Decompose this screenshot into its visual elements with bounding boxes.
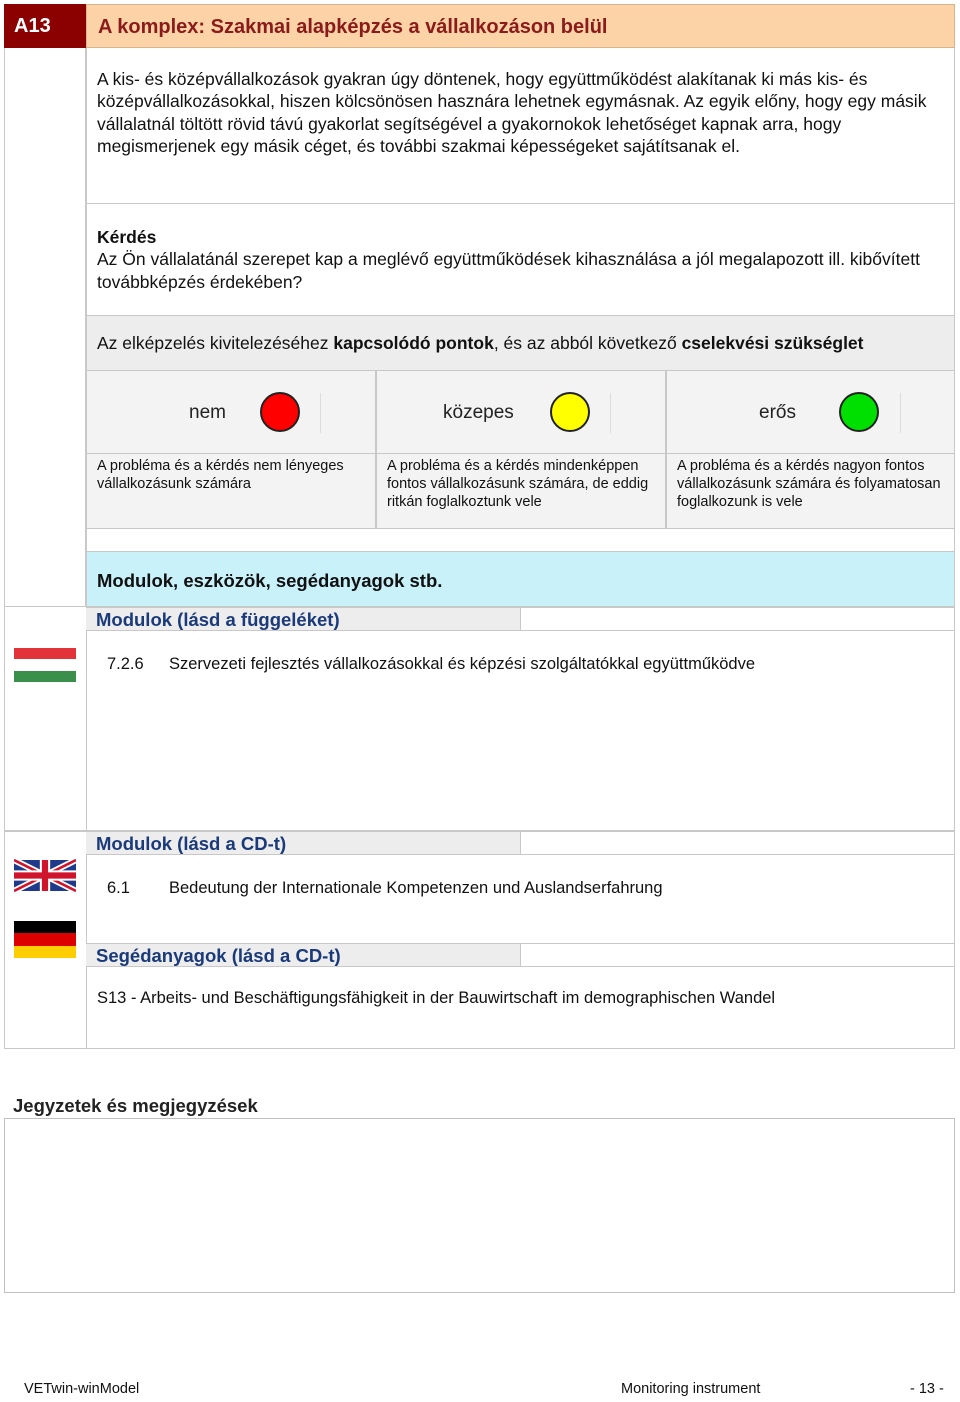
- footer-center: Monitoring instrument: [621, 1381, 761, 1397]
- rating-divider: [900, 393, 901, 433]
- german-flag-icon: [14, 921, 76, 958]
- appendix-modules-block: [4, 607, 955, 831]
- yellow-light-icon[interactable]: [550, 392, 590, 432]
- section-title: A komplex: Szakmai alapképzés a vállalkozáson belül: [86, 4, 955, 48]
- title-rule: [521, 943, 955, 967]
- title-rule: [521, 607, 955, 631]
- module-number: 7.2.6: [107, 655, 144, 673]
- rating-divider: [610, 393, 611, 433]
- rating-cell-kozepes[interactable]: [376, 371, 666, 454]
- module-number: 6.1: [107, 879, 130, 897]
- footer-left: VETwin-winModel: [24, 1381, 140, 1397]
- rating-description-nem: A probléma és a kérdés nem lényeges vállalkozásunk számára: [86, 454, 376, 529]
- rating-cell-nem[interactable]: [86, 371, 376, 454]
- notes-textarea[interactable]: [4, 1118, 955, 1293]
- rating-cell-eros[interactable]: [666, 371, 955, 454]
- flag-stripe: [14, 921, 76, 933]
- question-block: [86, 204, 955, 316]
- cd-modules-title: Modulok (lásd a CD-t): [86, 831, 521, 855]
- hungarian-flag-icon: [14, 648, 76, 682]
- action-need-bar: [86, 316, 955, 371]
- flag-stripe: [14, 933, 76, 945]
- appendix-modules-title: Modulok (lásd a függeléket): [86, 607, 521, 631]
- column-divider: [86, 607, 87, 831]
- page-number: - 13 -: [910, 1381, 944, 1397]
- rating-label-kozepes: közepes: [443, 402, 514, 423]
- question-title: Kérdés: [97, 227, 157, 247]
- aid-link[interactable]: S13 - Arbeits- und Beschäftigungsfähigkeit in der Bauwirtschaft im demographischen Wandel: [97, 989, 776, 1007]
- aids-title: Segédanyagok (lásd a CD-t): [86, 943, 521, 967]
- red-light-icon[interactable]: [260, 392, 300, 432]
- flag-stripe: [14, 659, 76, 670]
- green-light-icon[interactable]: [839, 392, 879, 432]
- intro-paragraph: [86, 48, 955, 204]
- question-text: Az Ön vállalatánál szerepet kap a meglévő együttműködések kihasználása a jól megalapozott ill. kibővített továbbképzés érdekében?: [97, 249, 920, 292]
- flag-stripe: [14, 648, 76, 659]
- action-need-bold-2: cselekvési szükséglet: [681, 333, 864, 353]
- action-need-text-1: Az elképzelés kivitelezéséhez: [97, 333, 334, 353]
- notes-title: Jegyzetek és megjegyzések: [13, 1095, 258, 1116]
- left-margin-upper: [4, 48, 86, 607]
- uk-flag-icon: [14, 858, 76, 893]
- section-code: A13: [4, 4, 86, 48]
- flag-stripe: [14, 946, 76, 958]
- rating-label-eros: erős: [759, 402, 796, 423]
- rating-label-nem: nem: [189, 402, 226, 423]
- module-link[interactable]: Bedeutung der Internationale Kompetenzen und Auslandserfahrung: [169, 879, 663, 897]
- rating-description-eros: A probléma és a kérdés nagyon fontos vállalkozásunk számára és folyamatosan foglalkozunk is vele: [666, 454, 955, 529]
- module-link[interactable]: Szervezeti fejlesztés vállalkozásokkal és képzési szolgáltatókkal együttműködve: [169, 655, 756, 673]
- action-need-bold-1: kapcsolódó pontok: [333, 333, 494, 353]
- spacer: [86, 529, 955, 551]
- flag-stripe: [14, 671, 76, 682]
- title-rule: [521, 831, 955, 855]
- action-need-text-2: , és az abból következő: [493, 333, 682, 353]
- intro-text: A kis- és középvállalkozások gyakran úgy döntenek, hogy együttműködést alakítanak ki más kis- és középvállalkozásokkal, hiszen kölcsönösen hasznára lehetnek egymásnak. Az egyik előny, hogy egy másik vállalatnál töltött rövid távú gyakorlat segítségével a gyakornokok lehetőséget kapnak arra, hogy megismerjenek egy másik céget, és további szakmai képességeket sajátítsanak el.: [97, 69, 927, 156]
- cd-modules-block: [4, 831, 955, 1049]
- rating-description-kozepes: A probléma és a kérdés mindenképpen fontos vállalkozásunk számára, de eddig ritkán foglalkoztunk vele: [376, 454, 666, 529]
- modules-heading: Modulok, eszközök, segédanyagok stb.: [86, 551, 955, 607]
- column-divider: [86, 831, 87, 1049]
- rating-divider: [320, 393, 321, 433]
